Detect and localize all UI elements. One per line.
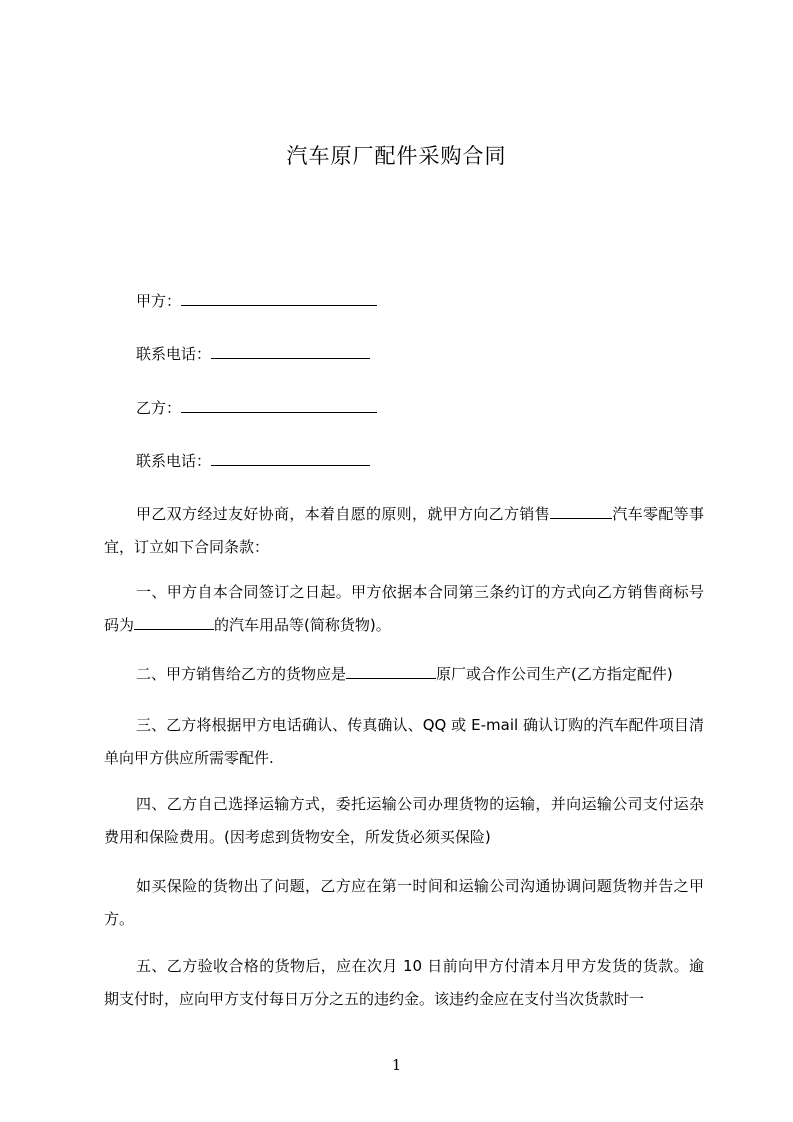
insurance-note: 如买保险的货物出了问题，乙方应在第一时间和运输公司沟通协调问题货物并告之甲方。 bbox=[104, 877, 704, 928]
intro-paragraph bbox=[104, 498, 704, 564]
intro-text-before: 甲乙双方经过友好协商，本着自愿的原则，就甲方向乙方销售 bbox=[136, 505, 550, 523]
intro-text-after: 汽车零配等事宜，订立如下合同条款： bbox=[104, 505, 704, 556]
party-a-phone-blank bbox=[211, 343, 370, 359]
clause-1 bbox=[104, 576, 704, 642]
party-a-phone-label: 联系电话： bbox=[136, 345, 212, 363]
party-b-blank bbox=[181, 397, 377, 413]
clause-2-text-before: 二、甲方销售给乙方的货物应是 bbox=[136, 665, 347, 683]
party-b-phone-blank bbox=[211, 450, 370, 466]
document-title: 汽车原厂配件采购合同 bbox=[286, 144, 507, 168]
clause-1-text-after: 的汽车用品等(简称货物)。 bbox=[214, 616, 391, 634]
clause-2 bbox=[104, 658, 704, 691]
party-a-label: 甲方： bbox=[136, 292, 182, 310]
party-a-phone-field bbox=[136, 343, 370, 365]
party-b-field bbox=[136, 397, 377, 419]
party-b-label: 乙方： bbox=[136, 399, 182, 417]
page-number: 1 bbox=[391, 1056, 402, 1074]
clause-3: 三、乙方将根据甲方电话确认、传真确认、QQ 或 E-mail 确认订购的汽车配件项目清单向甲方供应所需零配件. bbox=[104, 716, 704, 767]
clause-1-blank bbox=[134, 614, 214, 630]
clause-2-blank bbox=[346, 663, 436, 679]
party-b-phone-field bbox=[136, 450, 370, 472]
clause-5: 五、乙方验收合格的货物后，应在次月 10 日前向甲方付清本月甲方发货的货款。逾期支付时，应向甲方支付每日万分之五的违约金。该违约金应在支付当次货款时一 bbox=[104, 957, 704, 1008]
clause-4: 四、乙方自己选择运输方式，委托运输公司办理货物的运输，并向运输公司支付运杂费用和保险费用。(因考虑到货物安全，所发货必须买保险) bbox=[104, 795, 704, 846]
party-b-phone-label: 联系电话： bbox=[136, 452, 212, 470]
party-a-field bbox=[136, 290, 377, 312]
clause-2-text-after: 原厂或合作公司生产(乙方指定配件) bbox=[436, 665, 673, 683]
party-a-blank bbox=[181, 290, 377, 306]
clause-1-text-before: 一、甲方自本合同签订之日起。甲方依据本合同第三条约订的方式向乙方销售商标号码为 bbox=[104, 583, 704, 634]
intro-blank bbox=[550, 503, 612, 519]
